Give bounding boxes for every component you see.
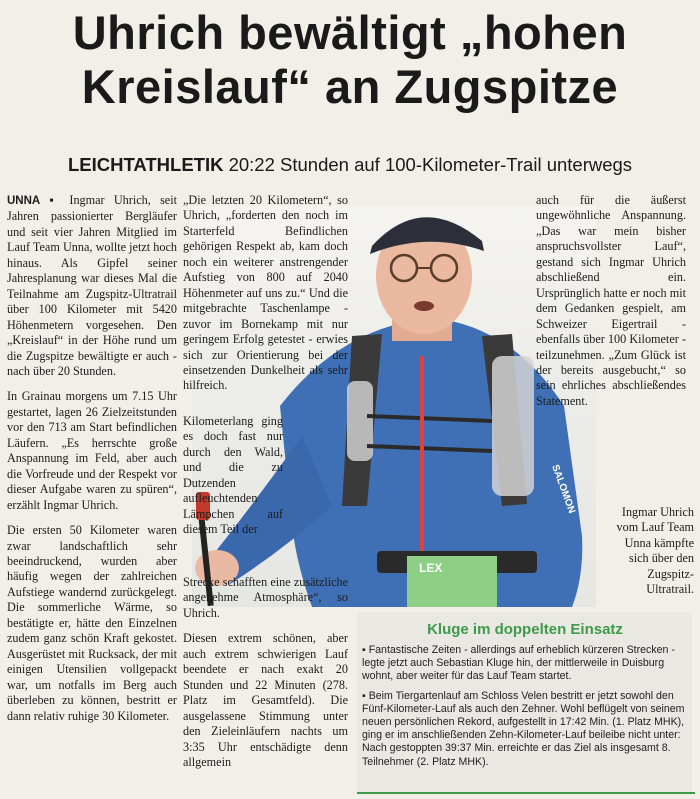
paragraph: Diesen extrem schönen, aber auch extrem schwierigen Lauf beendete er nach exakt 20 Stunden und 22 Minuten (278. Platz im Gesamtfeld). Die ausgelassene Stimmung unter den Zieleinläufern nachts um 3:35 Uhr entschädigte denn allgemein [183, 631, 348, 769]
paragraph: „Die letzten 20 Kilometern“, so Uhrich, „forderten den noch im Starterfeld Befindlichen gehörigen Respekt ab, kam doch noch ein weiterer anstrengender Aufstieg von 800 auf 2040 Höhenmeter auf uns zu.“ Und die mitgebrachte Taschenlampe - zuvor im Bornekamp mit nur geringem Erfolg getestet - erwies sich zur Orientierung bei der einsetzenden Dunkelheit als sehr hilfreich. [183, 193, 348, 393]
photo-caption: Ingmar Uhrich vom Lauf Team Unna kämpfte sich über den Zugspitz-Ultratrail. [616, 505, 694, 597]
headline [0, 6, 700, 114]
paragraph-text: ▪ Ingmar Uhrich, seit Jahren passionierter Bergläufer und seit vier Jahren Mitglied im Lauf Team Unna, wollte jetzt hoch hinaus. Als Gipfel seiner Jahresplanung war dieses Mal die Teilnahme am Zugspitz-Ultratrail über 100 Kilometer mit 5420 Höhenmetern vorgesehen. Den „Kreislauf“ in der Höhe rund um die Zugspitze bewältigte er auch - nach über 20 Stunden. [7, 193, 177, 378]
paragraph [7, 193, 177, 379]
article-column-2-wrap [183, 414, 283, 538]
paragraph: Strecke schafften eine zusätzliche angenehme Atmosphäre“, so Uhrich. [183, 575, 348, 620]
kicker: LEICHTATHLETIK [67, 154, 224, 175]
brand-text: SALOMON [549, 463, 577, 516]
article-column-3 [536, 193, 686, 409]
paragraph: auch für die äußerst ungewöhnliche Anspannung. „Das war mein bisher anspruchsvollster Lauf“, gestand sich Ingmar Uhrich abschließend ein. Ursprünglich hatte er noch mit dem Gedanken gespielt, am Schweizer Eigertrail - ebenfalls über 100 Kilometer - teilzunehmen. „Zum Glück ist der bereits ausgebucht,“ so sein ehrliches abschließendes Statement. [536, 193, 686, 408]
paragraph: Die ersten 50 Kilometer waren zwar landschaftlich sehr beeindruckend, wurden aber häufig wegen der zahlreichen Aufstiege wandernd zurückgelegt. Die sommerliche Wärme, so bestätigte er, hätte den Einzelnen zudem ganz schön Kraft gekostet. Ausgerüstet mit Rucksack, der mit einigen Utensilien vollgepackt war, um notfalls im Berg auch überleben zu können, bestritt er dann relativ ruhige 30 Kilometer. [7, 523, 177, 723]
article-column-2 [183, 193, 348, 394]
paragraph: In Grainau morgens um 7.15 Uhr gestartet, lagen 26 Zielzeitstunden vor den 713 am Start befindlichen Läufern. „Es herrschte große Anspannung im Feld, aber auch die Vorfreude und der Respekt vor dieser Aufgabe waren zu spüren“, erzählt Ingmar Uhrich. [7, 389, 177, 512]
sidebar-paragraph: ▪ Beim Tiergartenlauf am Schloss Velen bestritt er jetzt sowohl den Fünf-Kilometer-Lauf als auch den Zehner. Wohl beflügelt von seinem neuen persönlichen Rekord, aufgestellt in 17:42 Min. (1. Platz MHK), ging er im anschließenden Zehn-Kilometer-Lauf beileibe nicht unter: Nach gestoppten 39:37 Min. erreichte er das Ziel als insgesamt 8. Teilnehmer (2. Platz MHK). [362, 689, 685, 768]
bib-text: LEX [419, 561, 443, 575]
article-column-2-bottom [183, 575, 348, 770]
sidebar-title: Kluge im doppelten Einsatz [427, 621, 623, 638]
headline-line-2: Kreislauf“ an Zugspitze [81, 60, 619, 113]
dateline: UNNA [7, 195, 41, 207]
article-column-1 [7, 193, 177, 724]
sidebar-rule [357, 792, 695, 794]
headline-line-1: Uhrich bewältigt „hohen [72, 6, 628, 59]
subheadline-text: 20:22 Stunden auf 100-Kilometer-Trail unterwegs [228, 154, 633, 175]
paragraph: Kilometerlang ging es doch fast nur durch den Wald, und die zu Dutzenden aufleuchtenden Lämpchen auf diesem Teil der [183, 414, 283, 537]
sidebar-paragraph: ▪ Fantastische Zeiten - allerdings auf erheblich kürzeren Strecken - legte jetzt auch Sebastian Kluge hin, der mittlerweile in Duisburg wohnt, aber weiter für das Lauf Team startet. [362, 644, 675, 683]
subheadline [0, 154, 700, 176]
sidebar-text [362, 644, 690, 775]
